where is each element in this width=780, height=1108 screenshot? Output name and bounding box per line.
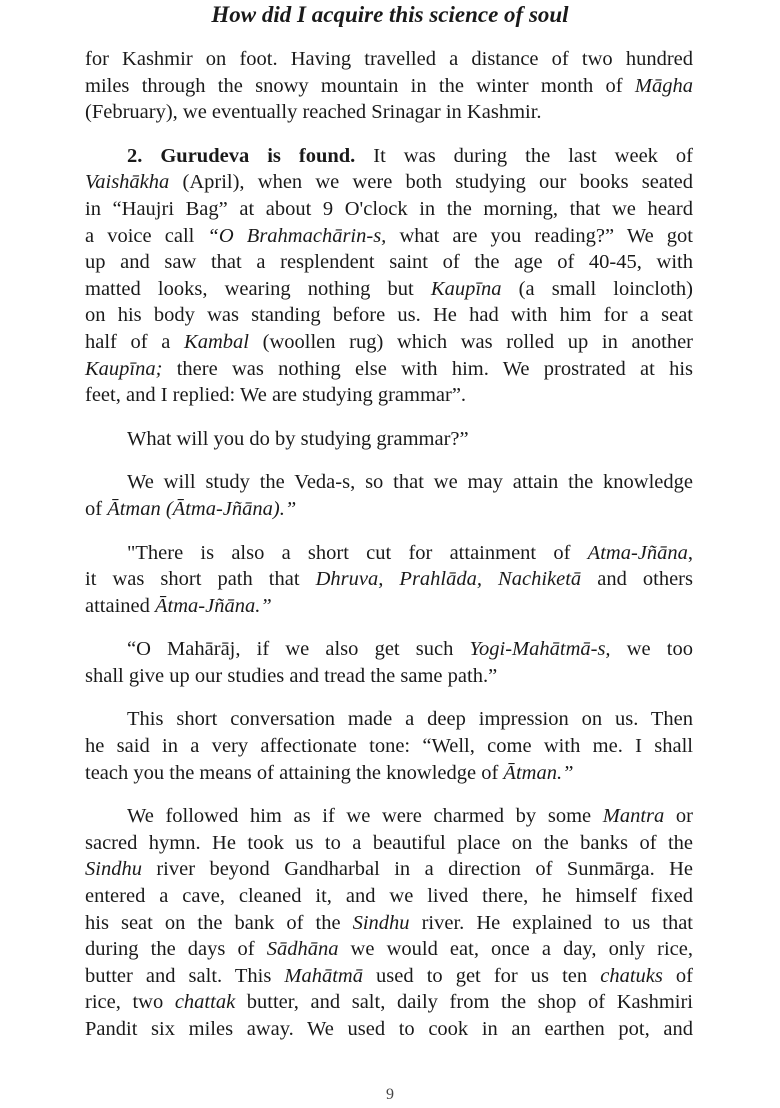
text-run: butter and salt. This: [85, 964, 285, 987]
italic-term: Vaishākha: [85, 171, 170, 194]
italic-term: Sādhāna: [266, 938, 339, 961]
text-line: [85, 196, 693, 223]
text-run: teach you the means of attaining the knowledge of: [85, 761, 504, 784]
text-line: [85, 706, 693, 733]
text-line: [85, 936, 693, 963]
italic-term: Ātman (Ātma-Jñāna).”: [107, 497, 297, 520]
text-run: of: [85, 497, 108, 520]
italic-term: Yogi-Mahātmā-s,: [469, 638, 611, 661]
text-run: What will you do by studying grammar?”: [127, 427, 469, 450]
text-run: miles through the snowy mountain in the winter month of: [85, 74, 635, 97]
text-run: We will study the Veda-s, so that we may attain the knowledge: [127, 471, 693, 494]
text-run: We followed him as if we were charmed by some: [127, 805, 603, 828]
text-line: [85, 382, 693, 409]
text-run: half of a: [85, 330, 185, 353]
text-run: (April), when we were both studying our books seated: [169, 171, 693, 194]
text-line: [85, 1016, 693, 1043]
text-line: [85, 223, 693, 250]
running-header: How did I acquire this science of soul: [211, 2, 569, 27]
text-run: sacred hymn. He took us to a beautiful place on the banks of the: [85, 831, 693, 854]
italic-term: “O Brahmachārin-s,: [207, 224, 387, 247]
text-run: he said in a very affectionate tone: “Well, come with me. I shall: [85, 735, 693, 758]
text-run: “O Mahārāj, if we also get such: [127, 638, 470, 661]
text-line: [85, 143, 693, 170]
italic-term: Ātma-Jñāna.”: [155, 594, 272, 617]
text-run: on his body was standing before us. He had with him for a seat: [85, 304, 693, 327]
text-run: or: [664, 805, 693, 828]
text-line: [85, 276, 693, 303]
text-line: [85, 963, 693, 990]
text-run: we too: [610, 638, 693, 661]
text-run: up and saw that a resplendent saint of the age of 40-45, with: [85, 251, 693, 274]
text-line: [85, 803, 693, 830]
text-line: [85, 356, 693, 383]
text-run: (February), we eventually reached Srinagar in Kashmir.: [85, 101, 542, 124]
text-run: and others: [581, 568, 693, 591]
text-run: rice, two: [85, 991, 175, 1014]
text-run: in “Haujri Bag” at about 9 O'clock in the morning, that we heard: [85, 197, 693, 220]
italic-term: Sindhu: [352, 911, 410, 934]
italic-term: Kaupīna: [430, 277, 502, 300]
section-heading: 2. Gurudeva is found.: [127, 144, 356, 167]
text-line: [85, 566, 693, 593]
text-run: for Kashmir on foot. Having travelled a distance of two hundred: [85, 48, 693, 70]
text-run: ,: [687, 541, 693, 564]
paragraph: [85, 706, 693, 786]
italic-term: Mahātmā: [284, 964, 363, 987]
text-line: [85, 760, 693, 787]
text-line: [85, 856, 693, 883]
text-line: [85, 910, 693, 937]
text-run: used to get for us ten: [362, 964, 601, 987]
text-line: [85, 469, 693, 496]
italic-term: chattak: [174, 991, 236, 1014]
text-line: [85, 883, 693, 910]
page-body: [85, 46, 693, 1060]
paragraph: [85, 636, 693, 689]
page-number: 9: [386, 1086, 394, 1103]
text-run: Pandit six miles away. We used to cook in an earthen pot, and: [85, 1018, 693, 1040]
italic-term: Sindhu: [85, 858, 142, 881]
paragraph: [85, 46, 693, 126]
text-line: [85, 46, 693, 73]
text-line: [85, 540, 693, 567]
text-line: [85, 249, 693, 276]
paragraph: [85, 426, 693, 453]
text-line: [85, 426, 693, 453]
text-run: (woollen rug) which was rolled up in another: [248, 330, 693, 353]
text-run: shall give up our studies and tread the same path.”: [85, 664, 498, 687]
text-line: [85, 663, 693, 690]
italic-term: Kaupīna;: [85, 357, 163, 380]
italic-term: Mantra: [602, 805, 665, 828]
italic-term: Māgha: [634, 74, 693, 97]
italic-term: Kambal: [184, 330, 249, 353]
text-run: what are you reading?” We got: [386, 224, 693, 247]
paragraph: [85, 803, 693, 1042]
text-line: [85, 496, 693, 523]
text-run: of: [662, 964, 694, 987]
text-run: a voice call: [85, 224, 208, 247]
text-run: his seat on the bank of the: [85, 911, 353, 934]
italic-term: Dhruva, Prahlāda, Nachiketā: [315, 568, 582, 591]
italic-term: Ātman.”: [503, 761, 574, 784]
text-run: attained: [85, 594, 156, 617]
text-run: It was during the last week of: [355, 144, 693, 167]
text-line: [85, 169, 693, 196]
text-line: [85, 830, 693, 857]
text-run: (a small loincloth): [501, 277, 693, 300]
text-run: entered a cave, cleaned it, and we lived there, he himself fixed: [85, 885, 693, 908]
text-line: [85, 733, 693, 760]
text-line: [85, 329, 693, 356]
text-line: [85, 302, 693, 329]
text-run: "There is also a short cut for attainment of: [127, 541, 588, 564]
text-run: river. He explained to us that: [409, 911, 694, 934]
text-line: [85, 593, 693, 620]
text-run: we would eat, once a day, only rice,: [338, 938, 693, 961]
text-run: it was short path that: [85, 568, 316, 591]
text-run: feet, and I replied: We are studying grammar”.: [85, 384, 467, 407]
text-run: butter, and salt, daily from the shop of Kashmiri: [235, 991, 693, 1014]
text-line: [85, 73, 693, 100]
text-run: there was nothing else with him. We prostrated at his: [162, 357, 693, 380]
text-run: matted looks, wearing nothing but: [85, 277, 431, 300]
italic-term: Atma-Jñāna: [587, 541, 688, 564]
text-line: [85, 636, 693, 663]
italic-term: chatuks: [600, 964, 663, 987]
text-line: [85, 989, 693, 1016]
text-run: during the days of: [85, 938, 267, 961]
text-line: [85, 99, 693, 126]
paragraph: [85, 540, 693, 620]
text-run: This short conversation made a deep impression on us. Then: [127, 708, 693, 731]
text-run: river beyond Gandharbal in a direction of Sunmārga. He: [141, 858, 693, 881]
paragraph: [85, 143, 693, 409]
paragraph: [85, 469, 693, 522]
